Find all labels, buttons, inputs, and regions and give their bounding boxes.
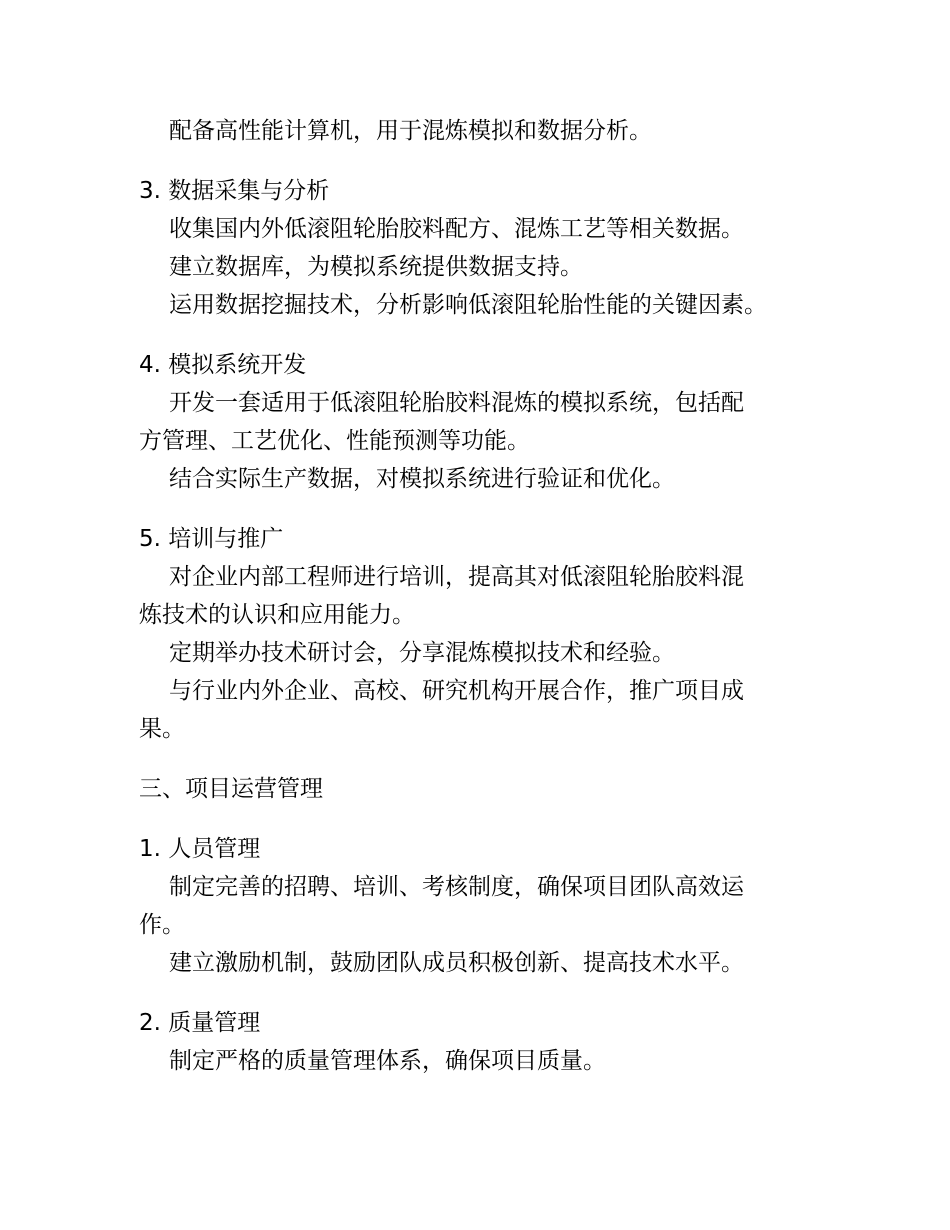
paragraph-cooperation: 与行业内外企业、高校、研究机构开展合作，推广项目成 — [169, 678, 744, 704]
heading-personnel: 1. 人员管理 — [139, 836, 261, 862]
paragraph-develop-system-cont: 方管理、工艺优化、性能预测等功能。 — [139, 428, 530, 454]
heading-training: 5. 培训与推广 — [139, 526, 284, 552]
paragraph-computer-equipment: 配备高性能计算机，用于混炼模拟和数据分析。 — [169, 118, 652, 144]
paragraph-train-engineers-cont: 炼技术的认识和应用能力。 — [139, 602, 415, 628]
heading-data-collection: 3. 数据采集与分析 — [139, 178, 330, 204]
paragraph-develop-system: 开发一套适用于低滚阻轮胎胶料混炼的模拟系统，包括配 — [169, 390, 744, 416]
paragraph-seminars: 定期举办技术研讨会，分享混炼模拟技术和经验。 — [169, 640, 675, 666]
section-heading-operations: 三、项目运营管理 — [139, 776, 323, 802]
paragraph-collect-data: 收集国内外低滚阻轮胎胶料配方、混炼工艺等相关数据。 — [169, 216, 744, 242]
heading-simulation-system: 4. 模拟系统开发 — [139, 352, 307, 378]
paragraph-quality-system: 制定严格的质量管理体系，确保项目质量。 — [169, 1048, 606, 1074]
paragraph-train-engineers: 对企业内部工程师进行培训，提高其对低滚阻轮胎胶料混 — [169, 564, 744, 590]
paragraph-hiring: 制定完善的招聘、培训、考核制度，确保项目团队高效运 — [169, 874, 744, 900]
paragraph-data-mining: 运用数据挖掘技术，分析影响低滚阻轮胎性能的关键因素。 — [169, 292, 767, 318]
paragraph-hiring-cont: 作。 — [139, 912, 185, 938]
heading-quality: 2. 质量管理 — [139, 1010, 261, 1036]
paragraph-incentives: 建立激励机制，鼓励团队成员积极创新、提高技术水平。 — [169, 950, 744, 976]
paragraph-build-database: 建立数据库，为模拟系统提供数据支持。 — [169, 254, 583, 280]
document-page — [139, 112, 819, 1080]
paragraph-cooperation-cont: 果。 — [139, 716, 185, 742]
paragraph-verify-system: 结合实际生产数据，对模拟系统进行验证和优化。 — [169, 466, 675, 492]
